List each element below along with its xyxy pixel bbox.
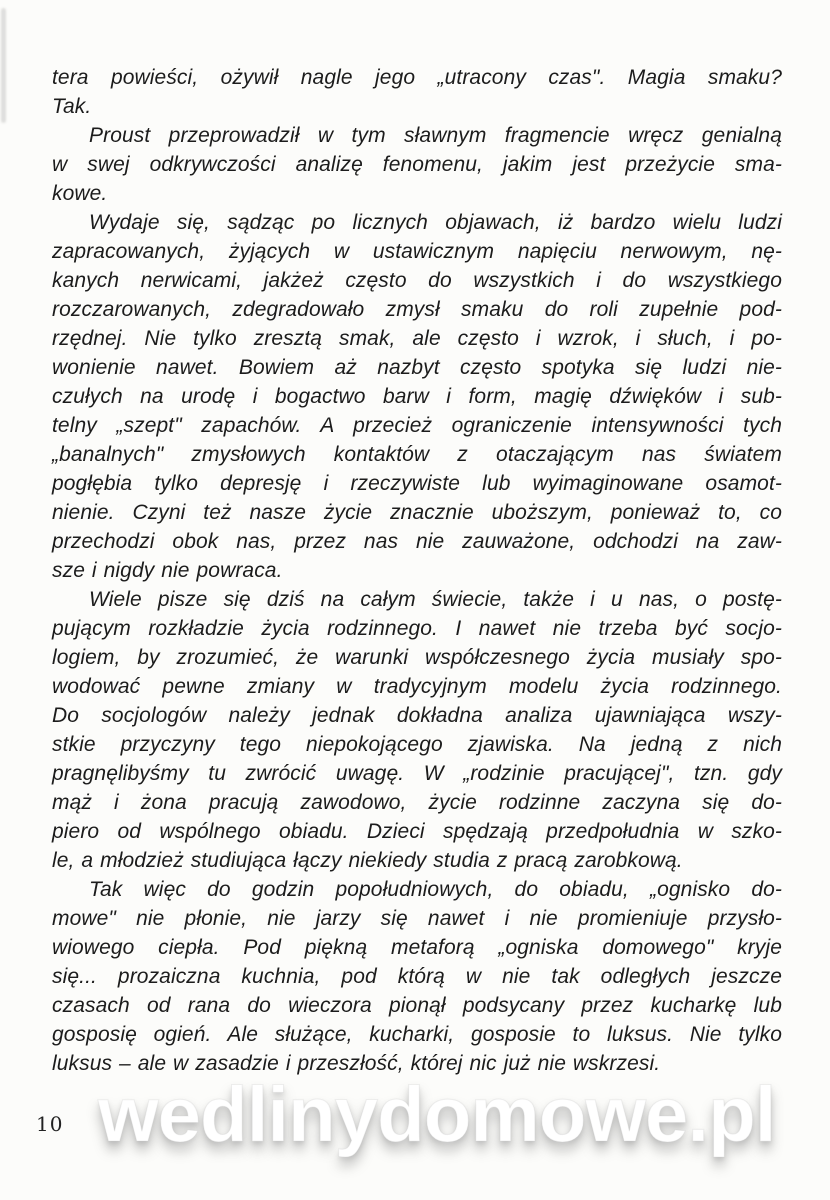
text-line: pogłębia tylko depresję i rzeczywiste lub wyimaginowane osamot- [52,472,782,495]
text-line: piero od wspólnego obiadu. Dzieci spędzają przedpołudnia w szko- [52,820,782,843]
text-line: się... prozaiczna kuchnia, pod którą w nie tak odległych jeszcze [52,965,782,988]
text-line: telny „szept" zapachów. A przecież ograniczenie intensywności tych [52,414,782,437]
text-line: kowe. [52,182,108,205]
text-line: mąż i żona pracują zawodowo, życie rodzinne zaczyna się do- [52,791,782,814]
paragraph [52,208,782,585]
scan-artifact [1,8,6,123]
text-line: tera powieści, ożywił nagle jego „utracony czas". Magia smaku? [52,66,782,89]
text-line: w swej odkrywczości analizę fenomenu, jakim jest przeżycie sma- [52,153,782,176]
text-line: Wiele pisze się dziś na całym świecie, także i u nas, o postę- [89,588,782,611]
text-line: le, a młodzież studiująca łączy niekiedy studia z pracą zarobkową. [52,849,683,872]
text-line: czułych na urodę i bogactwo barw i form, magię dźwięków i sub- [52,385,782,408]
text-line: zapracowanych, żyjących w ustawicznym napięciu nerwowym, nę- [52,240,782,263]
paragraph [52,875,782,1078]
text-line: Proust przeprowadził w tym sławnym fragmencie wręcz genialną [89,124,782,147]
text-line: sze i nigdy nie powraca. [52,559,283,582]
text-line: przechodzi obok nas, przez nas nie zauważone, odchodzi na zaw- [52,530,782,553]
text-line: „banalnych" zmysłowych kontaktów z otaczającym nas światem [52,443,782,466]
text-line: wiowego ciepła. Pod piękną metaforą „ogniska domowego" kryje [52,936,782,959]
watermark: wedlinydomowe.pl [98,1070,776,1158]
text-line: pującym rozkładzie życia rodzinnego. I nawet nie trzeba być socjo- [52,617,782,640]
text-line: Tak. [52,95,92,118]
text-line: kanych nerwicami, jakżeż często do wszystkich i do wszystkiego [52,269,782,292]
paragraph [52,585,782,875]
text-block [52,63,782,1078]
text-line: mowe" nie płonie, nie jarzy się nawet i nie promieniuje przysło- [52,907,782,930]
text-line: luksus – ale w zasadzie i przeszłość, której nic już nie wskrzesi. [52,1052,661,1075]
text-line: rozczarowanych, zdegradowało zmysł smaku do roli zupełnie pod- [52,298,782,321]
paragraph [52,63,782,121]
text-line: logiem, by zrozumieć, że warunki współczesnego życia musiały spo- [52,646,782,669]
text-line: stkie przyczyny tego niepokojącego zjawiska. Na jedną z nich [52,733,782,756]
text-line: czasach od rana do wieczora pionął podsycany przez kucharkę lub [52,994,782,1017]
text-line: Wydaje się, sądząc po licznych objawach, iż bardzo wielu ludzi [89,211,782,234]
paragraph [52,121,782,208]
page-number: 10 [36,1112,64,1136]
text-line: gosposię ogień. Ale służące, kucharki, gosposie to luksus. Nie tylko [52,1023,782,1046]
text-line: rzędnej. Nie tylko zresztą smak, ale często i wzrok, i słuch, i po- [52,327,782,350]
text-line: wodować pewne zmiany w tradycyjnym modelu życia rodzinnego. [52,675,782,698]
text-line: nienie. Czyni też nasze życie znacznie uboższym, ponieważ to, co [52,501,782,524]
text-line: wonienie nawet. Bowiem aż nazbyt często spotyka się ludzi nie- [52,356,782,379]
text-line: pragnęlibyśmy tu zwrócić uwagę. W „rodzinie pracującej", tzn. gdy [52,762,782,785]
text-line: Tak więc do godzin popołudniowych, do obiadu, „ognisko do- [89,878,782,901]
text-line: Do socjologów należy jednak dokładna analiza ujawniająca wszy- [52,704,782,727]
